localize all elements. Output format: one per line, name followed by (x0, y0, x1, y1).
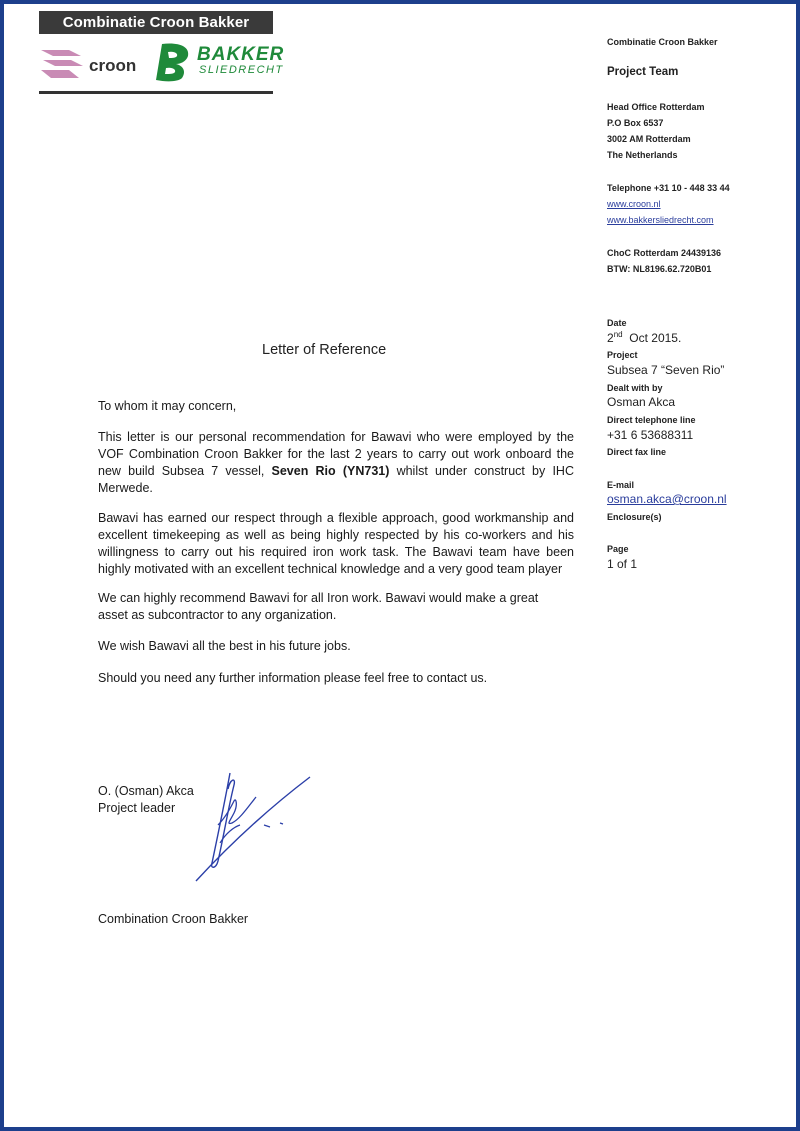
date-rest: Oct 2015. (629, 331, 682, 345)
date-suffix: nd (613, 330, 623, 339)
vessel-name: Seven Rio (YN731) (271, 464, 390, 478)
sidebar-office: Head Office Rotterdam (607, 102, 705, 112)
paragraph-1-start: This letter is our personal recommendation for Bawavi who were employed by the VOF Combination Croon Bakker for the last 2 years to carry out work onboard the new build Subsea 7 vessel, (98, 430, 574, 478)
date-value (607, 330, 681, 345)
sidebar-company: Combinatie Croon Bakker (607, 37, 718, 47)
sidebar-pobox: P.O Box 6537 (607, 118, 664, 128)
croon-logo-icon (39, 48, 83, 80)
direct-phone-label: Direct telephone line (607, 415, 696, 425)
sidebar-btw: BTW: NL8196.62.720B01 (607, 264, 712, 274)
paragraph-1 (98, 429, 574, 497)
enclosure-label: Enclosure(s) (607, 512, 662, 522)
bakker-wordmark: BAKKER (197, 44, 285, 65)
signer-role: Project leader (98, 801, 176, 815)
dealt-with-value: Osman Akca (607, 395, 676, 409)
company-signature-line: Combination Croon Bakker (98, 912, 249, 926)
signer-name: O. (Osman) Akca (98, 784, 194, 798)
email-link[interactable]: osman.akca@croon.nl (607, 492, 727, 506)
sidebar-web-bakker-link[interactable]: www.bakkersliedrecht.com (607, 215, 714, 225)
croon-wordmark: croon (89, 56, 137, 75)
paragraph-1-end: whilst under construct by IHC Merwede. (98, 464, 574, 495)
date-label: Date (607, 318, 627, 328)
direct-fax-label: Direct fax line (607, 447, 667, 457)
date-day: 2 (607, 331, 614, 345)
bakker-logo-icon (152, 42, 196, 82)
handwritten-signature (190, 765, 320, 885)
sidebar-telephone: Telephone +31 10 - 448 33 44 (607, 183, 730, 193)
project-label: Project (607, 350, 638, 360)
direct-phone-value: +31 6 53688311 (607, 428, 694, 442)
bakker-subtitle: SLIEDRECHT (199, 64, 284, 76)
sidebar-web-croon-link[interactable]: www.croon.nl (607, 199, 661, 209)
sidebar-country: The Netherlands (607, 150, 678, 160)
project-value: Subsea 7 “Seven Rio” (607, 363, 725, 377)
paragraph-5: Should you need any further information please feel free to contact us. (98, 671, 488, 685)
logo-divider (39, 91, 273, 94)
sidebar-choc: ChoC Rotterdam 24439136 (607, 248, 722, 258)
logo-row (39, 40, 285, 90)
page-label: Page (607, 544, 629, 554)
page-value: 1 of 1 (607, 557, 638, 571)
paragraph-2: Bawavi has earned our respect through a flexible approach, good workmanship and excellent timekeeping as well as being highly respected by his co-workers and his willingness to carry out his required iron work task. The Bawavi team have been highly motivated with an excellent technical knowledge and a very good team player (98, 511, 574, 576)
paragraph-3: We can highly recommend Bawavi for all Iron work. Bawavi would make a great asset as subcontractor to any organization. (98, 591, 539, 622)
sidebar-team: Project Team (607, 66, 679, 78)
salutation: To whom it may concern, (98, 399, 237, 413)
brand-bar: Combinatie Croon Bakker (39, 11, 273, 34)
paragraph-4: We wish Bawavi all the best in his future jobs. (98, 639, 351, 653)
sidebar-postcode: 3002 AM Rotterdam (607, 134, 691, 144)
letter-title: Letter of Reference (262, 342, 387, 358)
dealt-with-label: Dealt with by (607, 383, 663, 393)
email-label: E-mail (607, 480, 635, 490)
